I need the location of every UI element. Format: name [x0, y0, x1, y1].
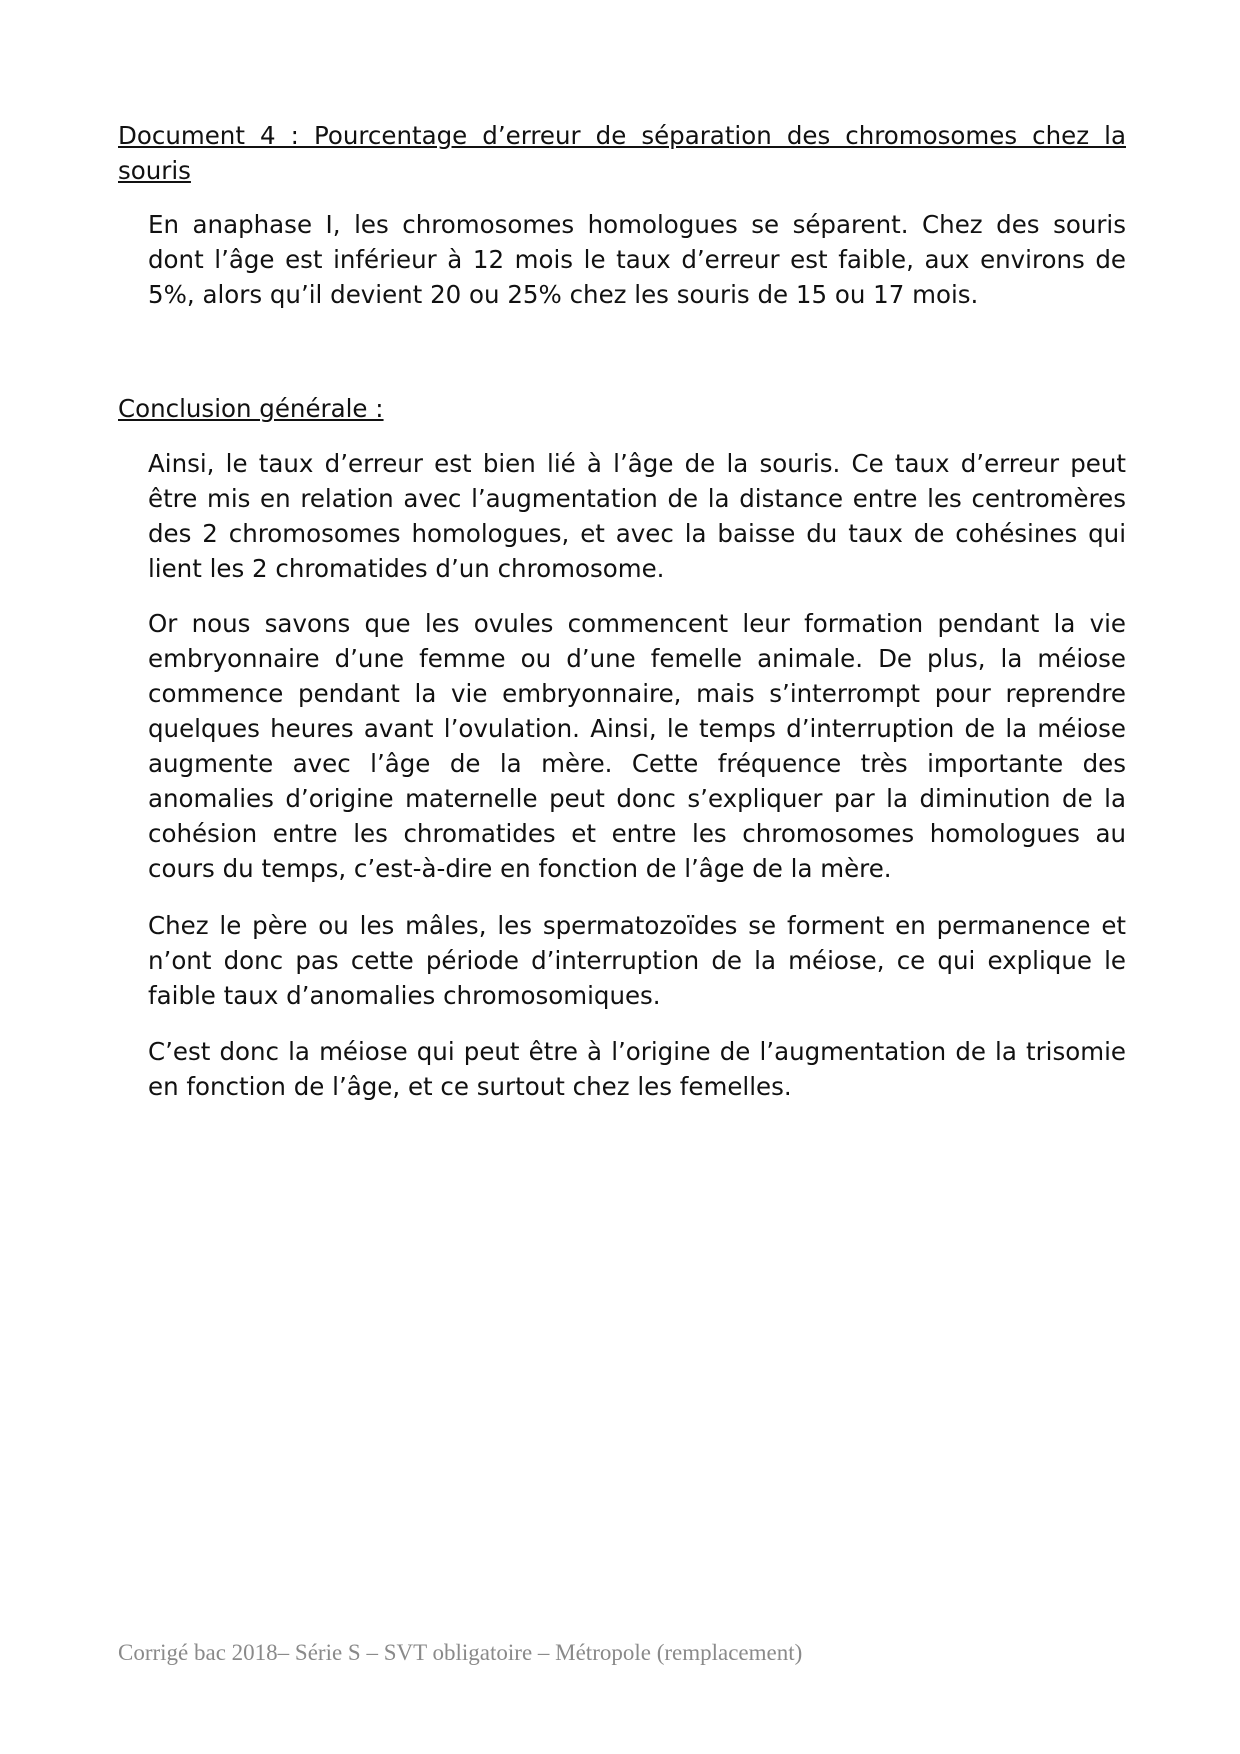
document-4-paragraph: En anaphase I, les chromosomes homologues se séparent. Chez des souris dont l’âge est inférieur à 12 mois le taux d’erreur est faible, aux environs de 5%, alors qu’il devient 20 ou 25% chez les souris de 15 ou 17 mois. [148, 210, 1126, 309]
conclusion-paragraph-1: Ainsi, le taux d’erreur est bien lié à l’âge de la souris. Ce taux d’erreur peut être mis en relation avec l’augmentation de la distance entre les centromères des 2 chromosomes homologues, et avec la baisse du taux de cohésines qui lient les 2 chromatides d’un chromosome. [148, 449, 1126, 583]
conclusion-paragraph-4: C’est donc la méiose qui peut être à l’origine de l’augmentation de la trisomie en fonction de l’âge, et ce surtout chez les femelles. [148, 1037, 1126, 1101]
page-footer: Corrigé bac 2018– Série S – SVT obligatoire – Métropole (remplacement) [118, 1640, 803, 1665]
conclusion-heading: Conclusion générale : [118, 394, 384, 423]
conclusion-paragraph-3: Chez le père ou les mâles, les spermatozoïdes se forment en permanence et n’ont donc pas cette période d’interruption de la méiose, ce qui explique le faible taux d’anomalies chromosomiques. [148, 911, 1126, 1010]
document-4-heading: Document 4 : Pourcentage d’erreur de séparation des chromosomes chez la souris [118, 121, 1126, 185]
conclusion-paragraph-2: Or nous savons que les ovules commencent leur formation pendant la vie embryonnaire d’une femme ou d’une femelle animale. De plus, la méiose commence pendant la vie embryonnaire, mais s’interrompt pour reprendre quelques heures avant l’ovulation. Ainsi, le temps d’interruption de la méiose augmente avec l’âge de la mère. Cette fréquence très importante des anomalies d’origine maternelle peut donc s’expliquer par la diminution de la cohésion entre les chromatides et entre les chromosomes homologues au cours du temps, c’est-à-dire en fonction de l’âge de la mère. [148, 609, 1126, 883]
